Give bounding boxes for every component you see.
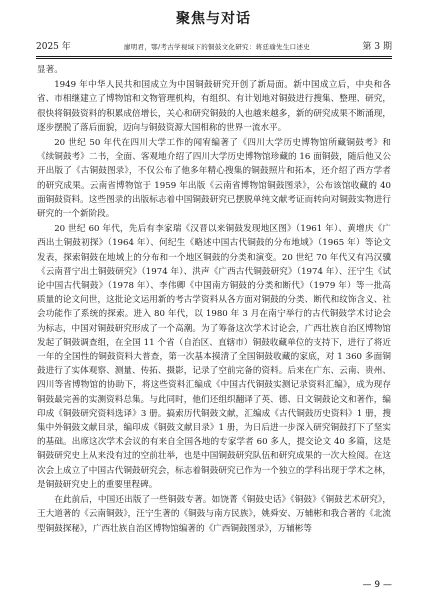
paragraph: 在此前后，中国还出版了一些铜鼓专著。如饶菁《铜鼓史话》《铜鼓》《铜鼓艺术研究》，王大道著的《云南铜鼓》，汪宁生著的《铜鼓与南方民族》，姚舜安、万辅彬和我合著的《北流型铜鼓探秘》，广西壮族自治区博物馆编著的《广西铜鼓图录》，万辅彬等 — [37, 495, 391, 534]
paragraph: 1949 年中华人民共和国成立为中国铜鼓研究开创了新局面。新中国成立后，中央和各省、市相继建立了博物馆和文物管理机构，有组织、有计划地对铜鼓进行搜集、整理、研究，很快将铜鼓资料的积累成倍增长，关心和研究铜鼓的人也越来越多，新的研究成果不断涌现，逐步摆脱了落后面貌，迈向与铜鼓资源大国相称的世界一流水平。 — [37, 80, 391, 133]
running-head-text: 廖明君，鄂/考古学视域下的铜鼓文化研究：蒋廷瑜先生口述史 — [123, 43, 311, 51]
paragraph: 显著。 — [37, 65, 63, 75]
issue-label: 第 3 期 — [362, 42, 392, 52]
journal-title: 聚焦与对话 — [176, 11, 251, 27]
header-rule-thick — [36, 56, 392, 57]
year-label: 2025 年 — [36, 42, 71, 52]
paragraph: 20 世纪 60 年代，先后有李家瑞《汉晋以来铜鼓发现地区图》（1961 年）、黄增庆《广西出土铜鼓初探》（1964 年）、何纪生《略述中国古代铜鼓的分布地域》（1965 年）等论文发表，探索铜鼓在地域上的分布和一个地区铜鼓的分类和演变。20 世纪 70 年代又有冯汉骥《云南晋宁出土铜鼓研究》（1974 年）、洪声《广西古代铜鼓研究》（1974 年）、汪宁生《试论中国古代铜鼓》（1978 年）、李伟卿《中国南方铜鼓的分类和断代》（1979 年）等一批高质量的论文问世，这批论文运用新的考古学资料从各方面对铜鼓的分类、断代和纹饰含义、社会功能作了系统的探索。进入 80 年代，以 1980 年 3 月在南宁举行的古代铜鼓学术讨论会为标志，中国对铜鼓研究形成了一个高潮。为了筹备这次学术讨论会，广西壮族自治区博物馆发起了铜鼓调查组，在全国 11 个省（自治区、直辖市）铜鼓收藏单位的支持下，进行了将近一年的全国性的铜鼓资料大普查，第一次基本摸清了全国铜鼓收藏的家底，对 1 360 多面铜鼓进行了实体观察、测量、传拓、摄影，记录了空前完备的资料。后来在广东、云南、贵州、四川等省博物馆的协助下，将这些资料汇编成《中国古代铜鼓实测记录资料汇编》，成为现存铜鼓最完善的实测资料总集。与此同时，他们还组织翻译了英、德、日文铜鼓论文和著作，编印成《铜鼓研究资料选译》3 册。搞索历代铜鼓文献，汇编成《古代铜鼓历史资料》1 册，搜集中外铜鼓文献目录，编印成《铜鼓文献目录》1 册，为日后进一步深入研究铜鼓打下了坚实的基础。出席这次学术会议的有来自全国各地的专家学者 60 多人，提交论文 40 多篇，这是铜鼓研究史上从来没有过的空前壮举，也是中国铜鼓研究队伍和研究成果的一次大检阅。在这次会上成立了中国古代铜鼓研究会，标志着铜鼓研究已作为一个独立的学科出现于学术之林，是铜鼓研究史上的重要里程碑。 — [37, 224, 391, 490]
running-header — [36, 40, 392, 54]
paragraph: 20 世纪 50 年代在四川大学工作的闻宥编著了《四川大学历史博物馆所藏铜鼓考》和《续铜鼓考》二书，全面、客观地介绍了四川大学历史博物馆珍藏的 16 面铜鼓，随后他又公开出版了《古铜鼓图录》，不仅公布了他多年精心搜集的铜鼓照片和拓本，还介绍了西方学者的研究成果。云南省博物馆于 1959 年出版《云南省博物馆铜鼓图录》，公布该馆收藏的 40 面铜鼓资料。这些图录的出版标志着中国铜鼓研究已摆脱单纯文献考证而转向对铜鼓实物进行研究的一个新阶段。 — [37, 138, 391, 220]
article-body — [37, 63, 391, 537]
header-rule-thin — [36, 58, 392, 59]
page-number: — 9 — — [362, 580, 392, 590]
